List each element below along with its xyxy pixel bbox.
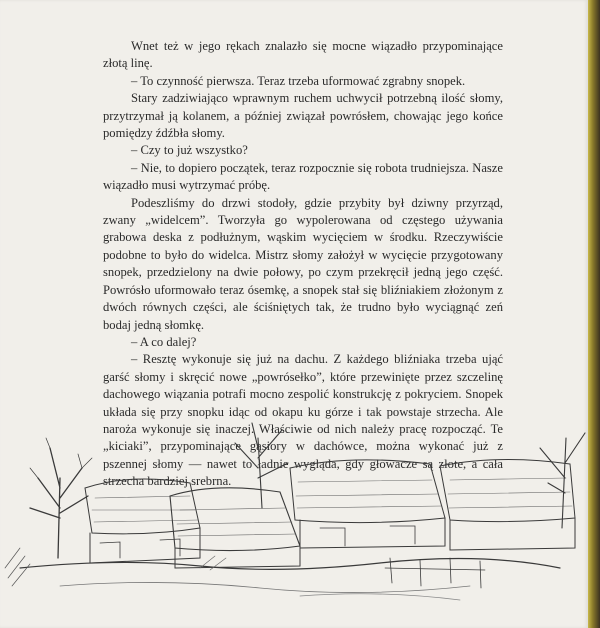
paragraph: – Resztę wykonuje się już na dachu. Z każdego bliźniaka trzeba ująć garść słomy i skręcić nowe „powrósełko”, które przewinięte przez szczelinę dachowego wiązania potrafi mocno zespolić konstrukcję z pokryciem. Snopek układa się przy snopku idąc od okapu ku górze i tak powstaje strzecha. Ale naroża wykonuje się inaczej. Właściwie od nich należy pracę rozpocząć. Te „kiciaki”, przypominające gąsiory w dachówce, można wykonać już z pszennej słomy — nawet to ładnie wygląda, gdy głowacze są złote, a cała strzecha bardziej srebrna.	[103, 352, 503, 489]
book-cover-edge	[588, 0, 600, 628]
paragraph: – To czynność pierwsza. Teraz trzeba uformować zgrabny snopek.	[131, 73, 466, 88]
paragraph: – Nie, to dopiero początek, teraz rozpocznie się robota trudniejsza. Nasze wiązadło musi wytrzymać próbę.	[103, 160, 503, 193]
cottages-sketch-illustration	[0, 418, 588, 618]
paragraph: – Czy to już wszystko?	[131, 143, 248, 158]
paragraph: – A co dalej?	[131, 334, 197, 349]
paragraph: Podeszliśmy do drzwi stodoły, gdzie przybity był dziwny przyrząd, zwany „widelcem”. Tworzyła go wypolerowana od częstego używania grabowa deska z podłużnym, wąskim wycięciem w środku. Rzeczywiście podobne to było do widelca. Mistrz słomy założył w wycięcie przygotowany snopek, przedzielony na dwie połowy, po czym przekręcił jedną jego część. Powrósło uformowało teraz ósemkę, a snopek stał się bliźniakiem złożonym z dwóch równych części, ale ściśniętych tak, że trudno było wyciągnąć zeń bodaj jedną słomkę.	[103, 195, 503, 332]
paragraph: Wnet też w jego rękach znalazło się mocne wiązadło przypominające złotą linę.	[103, 39, 503, 71]
paragraph: Stary zadziwiająco wprawnym ruchem uchwycił potrzebną ilość słomy, przytrzymał ją kolanem, a później związał powrósłem, chowając jego końce pomiędzy źdźbła słomy.	[103, 91, 503, 141]
